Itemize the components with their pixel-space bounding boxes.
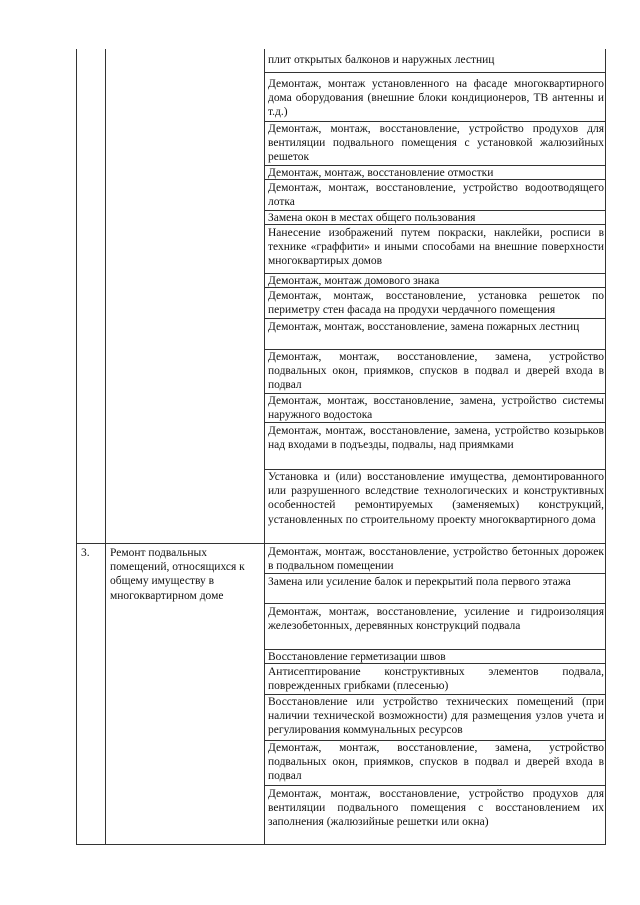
- table-cell: Демонтаж, монтаж, восстановление, замена, устройство системы наружного водостока: [268, 395, 604, 422]
- table-cell: Замена окон в местах общего пользования: [268, 212, 476, 224]
- table-cell: Демонтаж, монтаж, восстановление отмостки: [268, 167, 494, 179]
- row-line: [265, 603, 605, 604]
- table-cell: Восстановление герметизации швов: [268, 651, 446, 663]
- table-cell: Демонтаж, монтаж, восстановление, устройство продухов для вентиляции подвального помещения с установкой жалюзийных решеток: [268, 123, 604, 164]
- table-cell: Установка и (или) восстановление имущества, демонтированного или разрушенного вследствие технологических и конструктивных особенностей ремонтируемых (заменяемых) конструкций, установленных по строительному проекту многоквартирного дома: [268, 471, 604, 526]
- section-name: Ремонт подвальных помещений, относящихся к общему имуществу в многоквартирном доме: [110, 547, 245, 602]
- table-cell: Демонтаж, монтаж, восстановление, замена пожарных лестниц: [268, 321, 580, 333]
- table-cell: Нанесение изображений путем покраски, наклейки, росписи в технике «граффити» и иными способами на внешние поверхности многоквартирых домов: [268, 227, 604, 268]
- table-cell: Демонтаж, монтаж, восстановление, устройство продухов для вентиляции подвального помещения с восстановлением их заполнения (жалюзийные решетки или окна): [268, 788, 604, 829]
- table-cell: плит открытых балконов и наружных лестниц: [268, 54, 495, 66]
- col-divider-1: [105, 49, 106, 844]
- table-cell: Демонтаж, монтаж, восстановление, усиление и гидроизоляция железобетонных, деревянных конструкций подвала: [268, 606, 604, 633]
- table-cell: Демонтаж, монтаж, восстановление, замена, устройство подвальных окон, приямков, спусков в подвал и дверей входа в подвал: [268, 351, 604, 392]
- section-number: 3.: [81, 547, 90, 559]
- works-table: [76, 49, 606, 845]
- table-cell: Антисептирование конструктивных элементов подвала, поврежденных грибками (плесенью): [268, 666, 604, 693]
- table-cell: Демонтаж, монтаж, восстановление, замена, устройство подвальных окон, приямков, спусков в подвал и дверей входа в подвал: [268, 742, 604, 783]
- row-line: [265, 785, 605, 786]
- row-line: [265, 318, 605, 319]
- table-cell: Восстановление или устройство технических помещений (при наличии технической возможности) для размещения узлов учета и регулирования коммунальных ресурсов: [268, 696, 604, 737]
- table-cell: Демонтаж, монтаж, восстановление, замена, устройство козырьков над входами в подъезды, подвалы, над приямками: [268, 425, 604, 452]
- table-cell: Демонтаж, монтаж домового знака: [268, 275, 440, 287]
- table-cell: Демонтаж, монтаж, восстановление, установка решеток по периметру стен фасада на продухи чердачного помещения: [268, 290, 604, 317]
- table-cell: Замена или усиление балок и перекрытий пола первого этажа: [268, 576, 571, 588]
- row-line: [265, 72, 605, 73]
- table-cell: Демонтаж, монтаж, восстановление, устройство бетонных дорожек в подвальном помещении: [268, 546, 604, 573]
- section-divider: [77, 543, 605, 544]
- table-cell: Демонтаж, монтаж установленного на фасаде многоквартирного дома оборудования (внешние блоки кондиционеров, ТВ антенны и т.д.): [268, 78, 604, 119]
- table-cell: Демонтаж, монтаж, восстановление, устройство водоотводящего лотка: [268, 182, 604, 209]
